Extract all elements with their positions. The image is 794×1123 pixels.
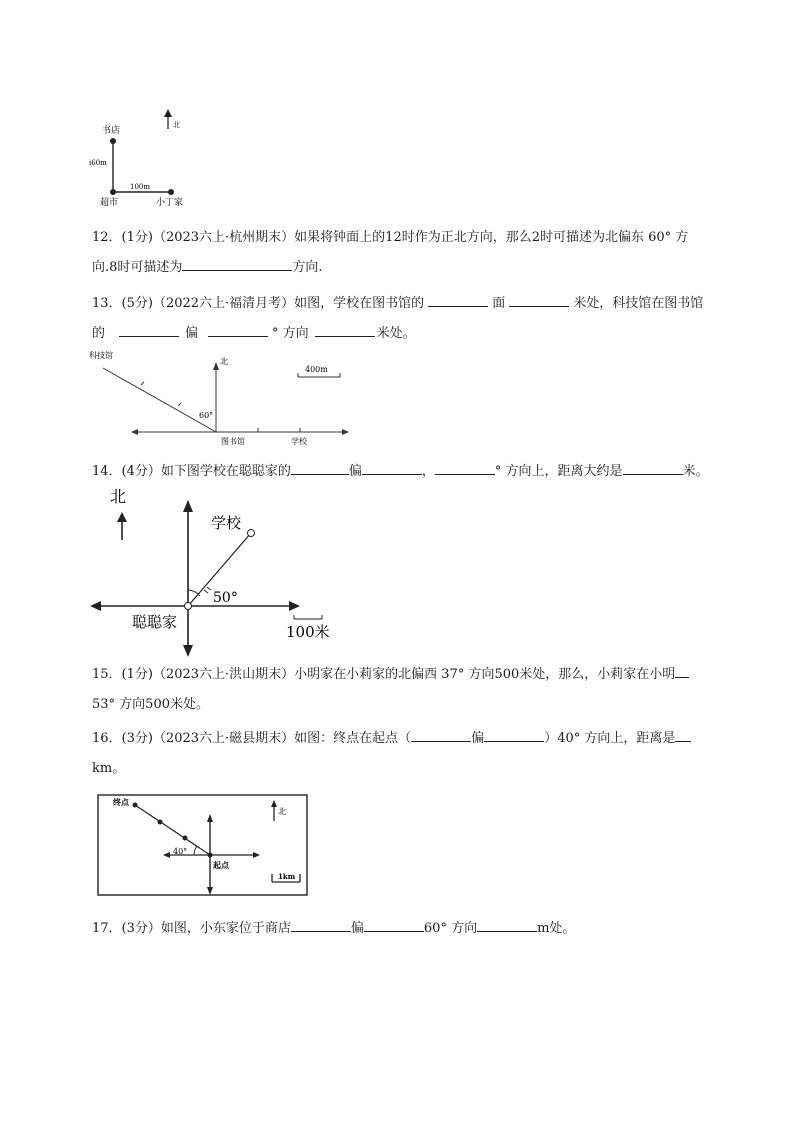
figure-q13-map	[85, 348, 355, 450]
q16-blank-dir1[interactable]	[411, 727, 471, 742]
q14-blank-dir2[interactable]	[362, 460, 422, 475]
q17-blank-dir2[interactable]	[364, 917, 424, 932]
tick	[178, 403, 181, 406]
q14-text-e: 米。	[682, 464, 709, 479]
q16-text-a: 16．(3分)（2023六上·磁县期末）如图：终点在起点（	[92, 731, 412, 746]
north-arrow-icon	[207, 814, 213, 822]
q14-blank-distance[interactable]	[623, 460, 683, 475]
q13-text-f: ° 方向	[272, 326, 309, 341]
south-arrow-icon	[183, 645, 193, 657]
q16-text-c: ）40° 方向上，距离是	[544, 731, 676, 746]
q17-blank-distance[interactable]	[477, 917, 537, 932]
east-arrow-icon	[342, 429, 349, 435]
supermarket-label: 超市	[100, 198, 119, 208]
q13-blank-dir1[interactable]	[119, 322, 179, 337]
vertical-distance-label: i60m	[89, 159, 107, 167]
angle-label: 50°	[213, 590, 238, 606]
south-arrow-icon	[207, 887, 213, 895]
q14-text-a: 14．(4分）如下图学校在聪聪家的	[92, 464, 291, 479]
north-label: 北	[110, 487, 127, 506]
figure-frame	[98, 795, 307, 895]
east-arrow-icon	[253, 852, 260, 858]
xiaoding-home-label: 小丁家	[156, 198, 184, 208]
question-12	[92, 223, 722, 283]
north-arrow-icon	[164, 109, 172, 117]
end-point	[133, 803, 138, 808]
bookstore-label: 书店	[102, 126, 121, 136]
q14-text-b: 偏	[348, 464, 362, 479]
start-label: 起点	[213, 860, 229, 870]
scale-label: 400m	[305, 365, 328, 374]
school-point	[248, 530, 255, 537]
home-label: 聪聪家	[132, 613, 178, 631]
q16-blank-dir2[interactable]	[484, 727, 544, 742]
figure-q14-map	[85, 484, 345, 659]
school-label: 学校	[291, 437, 307, 446]
east-arrow-icon	[289, 601, 300, 611]
north-indicator-icon	[117, 512, 127, 522]
north-arrow-icon	[183, 500, 193, 512]
q15-text-a: 15．(1分)（2023六上·洪山期末）小明家在小莉家的北偏西 37° 方向500米处，那么，小莉家在小明	[92, 667, 676, 682]
north-label: 北	[220, 357, 228, 366]
science-museum-label: 科技馆	[89, 351, 113, 360]
q16-blank-distance[interactable]	[675, 727, 691, 742]
q13-blank-distance[interactable]	[509, 292, 569, 307]
q13-text-d: 的	[92, 326, 106, 341]
figure-q16-map	[97, 794, 309, 898]
q14-blank-dir1[interactable]	[291, 460, 349, 475]
q13-text-g: 米处。	[376, 326, 416, 341]
q15-line2: 53° 方向500米处。	[92, 697, 209, 712]
mid-point	[158, 820, 163, 825]
west-arrow-icon	[90, 601, 101, 611]
q16-line2: km。	[92, 761, 126, 776]
angle-label: 40°	[173, 847, 188, 856]
q13-blank-dist[interactable]	[315, 322, 375, 337]
mid-point	[183, 836, 188, 841]
science-museum-line	[103, 368, 216, 432]
q17-blank-dir1[interactable]	[291, 917, 351, 932]
angle-arc	[194, 846, 197, 855]
home-point	[185, 603, 192, 610]
horizontal-distance-label: 100m	[130, 183, 150, 191]
west-arrow-icon	[131, 429, 138, 435]
q14-text-d: ° 方向上，距离大约是	[494, 464, 623, 479]
school-label: 学校	[211, 514, 242, 532]
north-arrow-icon	[213, 362, 219, 370]
library-label: 图书馆	[221, 437, 245, 446]
angle-label: 60°	[199, 411, 214, 420]
q16-line1	[92, 724, 722, 754]
question-14	[92, 457, 722, 487]
q12-line2	[92, 253, 722, 283]
scale-label: 1km	[278, 872, 296, 881]
q14-blank-angle[interactable]	[435, 460, 495, 475]
xiaoding-home-point	[168, 189, 174, 195]
scale-label: 100米	[286, 623, 330, 641]
question-15	[92, 660, 722, 720]
end-label: 终点	[113, 797, 129, 807]
q16-text-b: 偏	[471, 731, 485, 746]
question-17	[92, 914, 722, 944]
q13-blank-dir2[interactable]	[208, 322, 268, 337]
q12-line1: 12．(1分)（2023六上·杭州期末）如果将钟面上的12时作为正北方向，那么2时可描述为北偏东 60° 方	[92, 230, 689, 245]
q13-text-b: 面	[492, 296, 506, 311]
angle-arc	[188, 590, 200, 596]
question-13	[92, 289, 722, 349]
north-indicator-icon	[271, 800, 277, 807]
figure-q11-map	[80, 105, 220, 210]
q12-text-b: 方向.	[292, 260, 323, 275]
q15-line1	[92, 660, 722, 690]
q17-text-d: m处。	[537, 921, 576, 936]
tick	[204, 590, 208, 593]
q13-text-e: 偏	[185, 326, 199, 341]
q17-text-c: 60° 方向	[423, 921, 478, 936]
question-16	[92, 724, 722, 784]
north-label: 北	[173, 121, 180, 129]
q13-line1	[92, 289, 722, 319]
q15-answer-blank[interactable]	[675, 663, 689, 678]
q13-blank-direction[interactable]	[428, 292, 488, 307]
tick	[141, 382, 144, 385]
q14-text-c: ，	[421, 464, 435, 479]
q13-text-a: 13．(5分)（2022六上·福清月考）如图，学校在图书馆的	[92, 296, 425, 311]
north-label: 北	[278, 807, 286, 816]
q17-text-b: 偏	[350, 921, 364, 936]
q12-answer-blank[interactable]	[182, 256, 292, 271]
q13-text-c: 米处，科技馆在图书馆	[573, 296, 704, 311]
west-arrow-icon	[163, 852, 170, 858]
q13-line2	[92, 319, 722, 349]
tick	[207, 587, 211, 590]
q17-text-a: 17．(3分）如图，小东家位于商店	[92, 921, 291, 936]
q12-text-a: 向.8时可描述为	[92, 260, 183, 275]
